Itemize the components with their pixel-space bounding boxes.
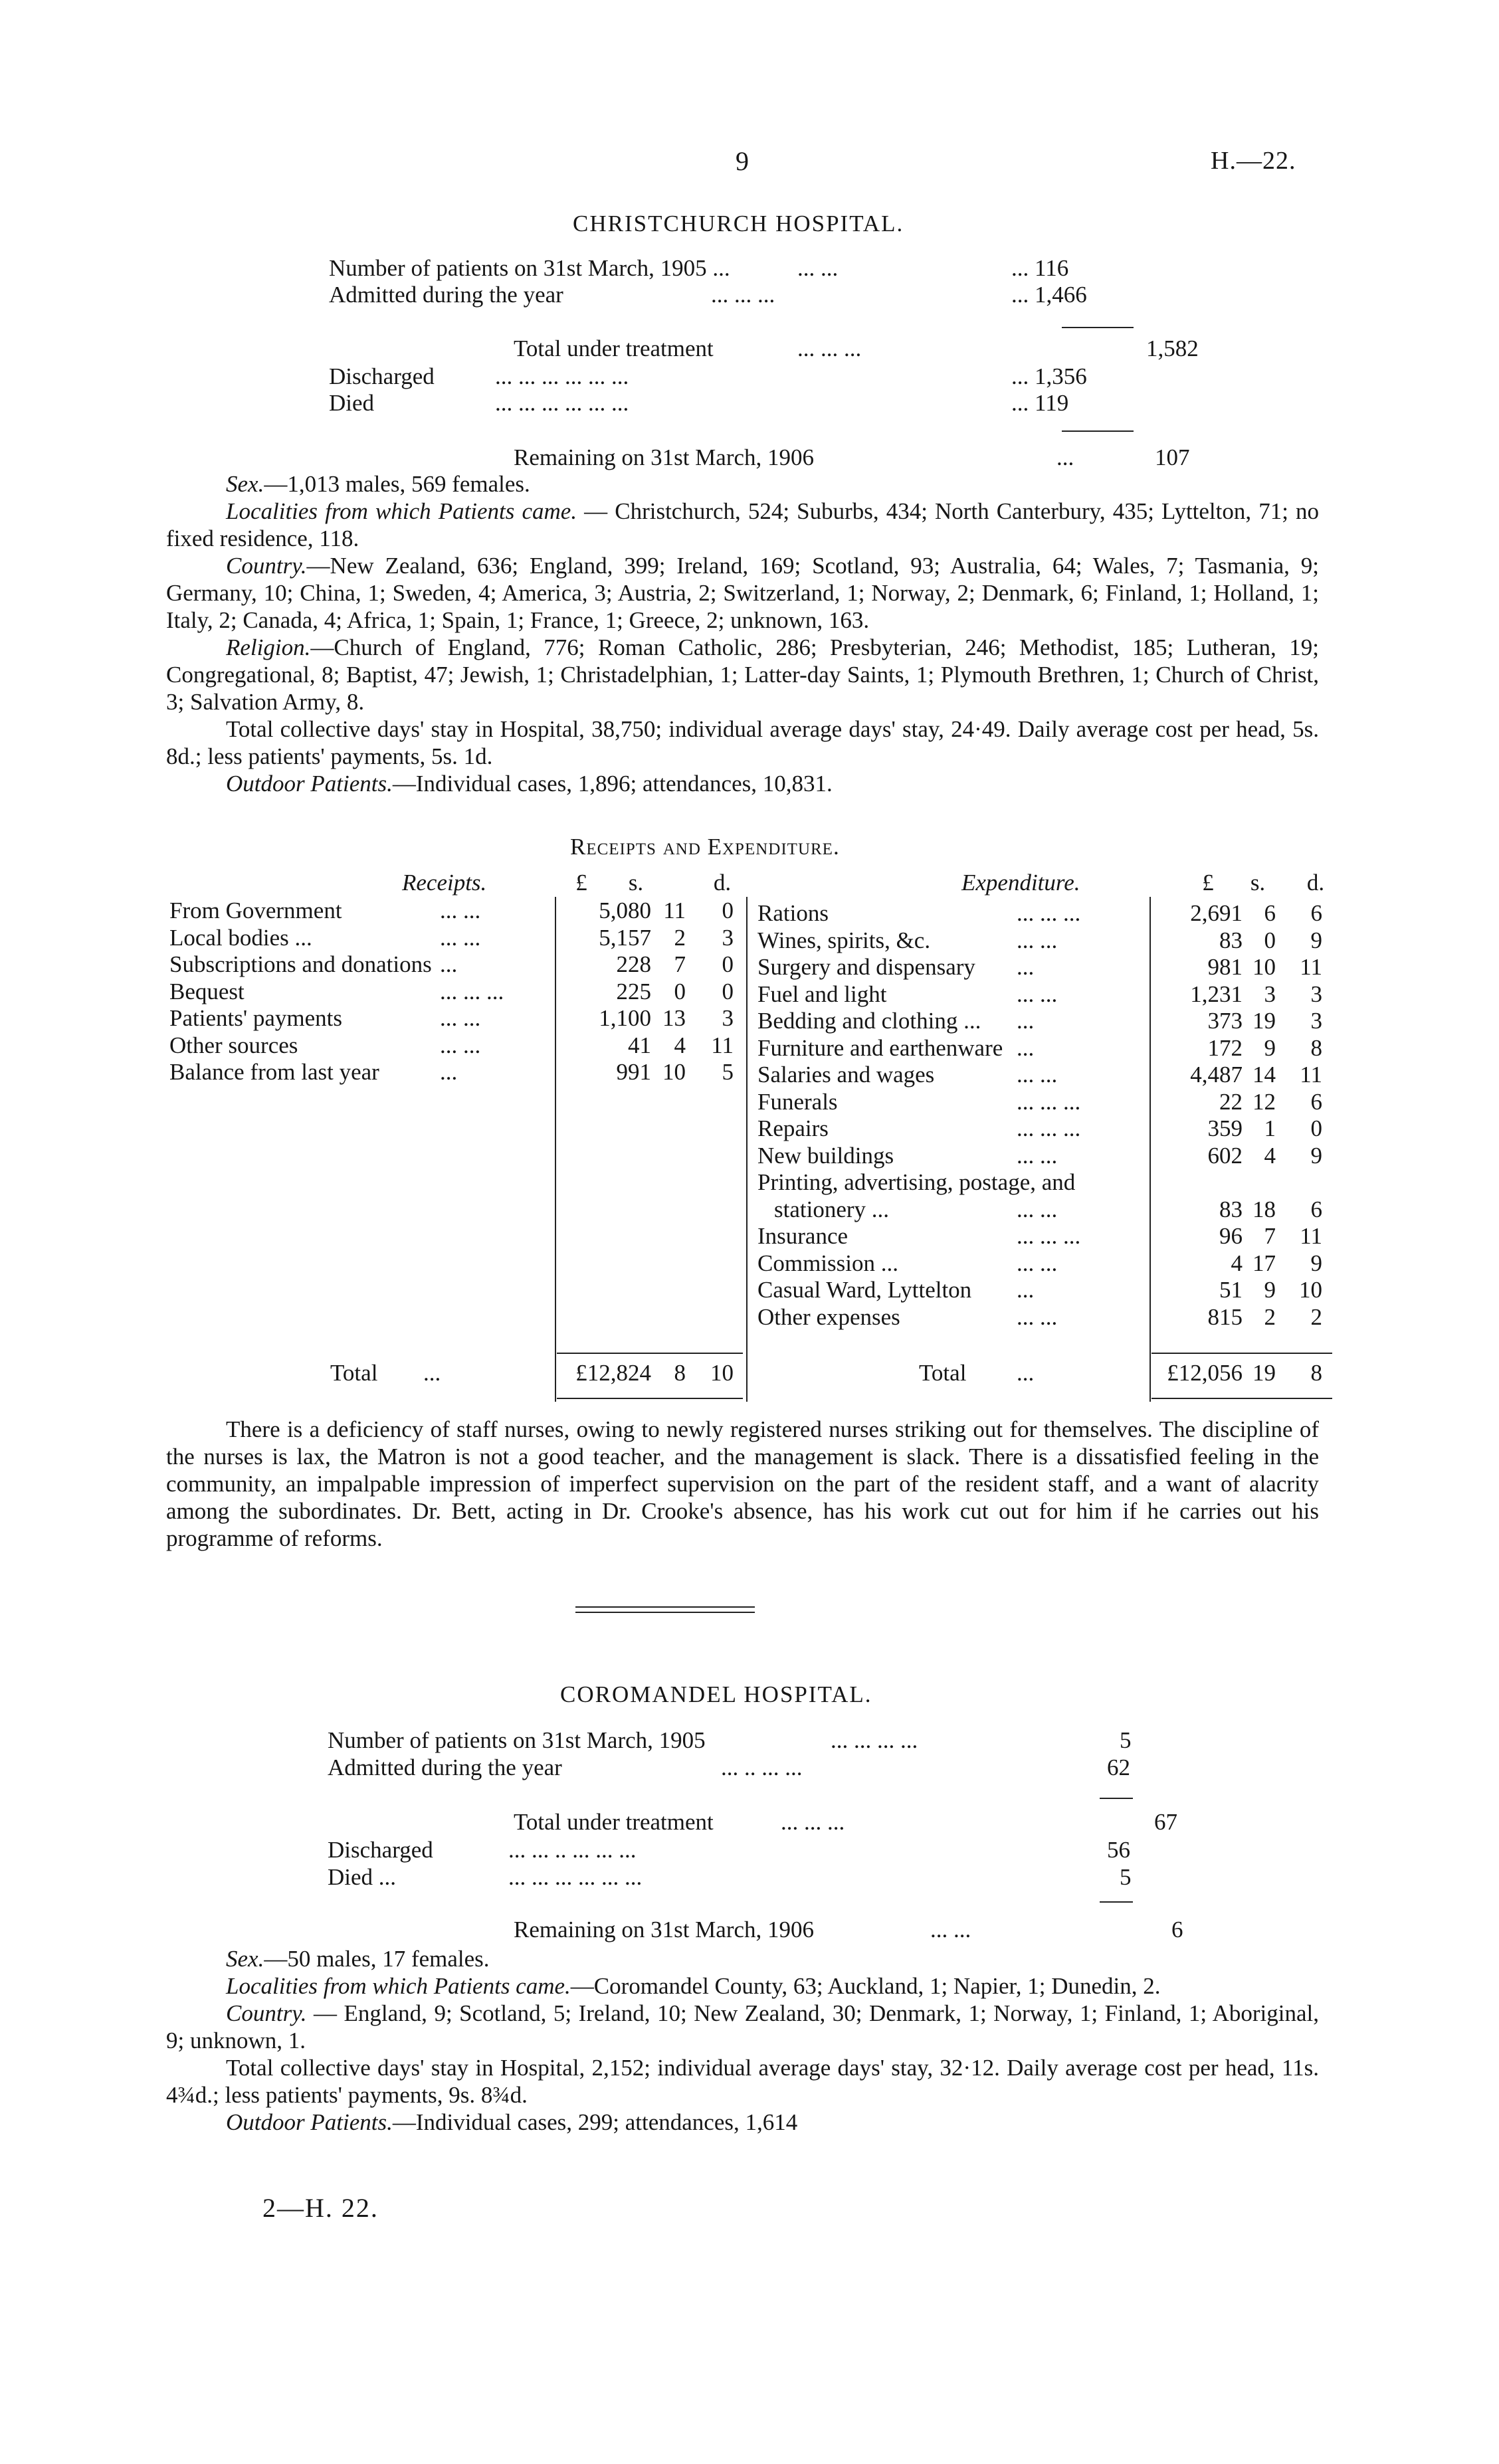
expenditure-shillings: 12 bbox=[1252, 1088, 1276, 1115]
expenditure-pence: 2 bbox=[1310, 1303, 1322, 1330]
expenditure-pence: 9 bbox=[1310, 1250, 1322, 1276]
expenditure-shillings: 10 bbox=[1252, 954, 1276, 980]
expenditure-pounds: 96 bbox=[1219, 1223, 1243, 1249]
expenditure-row bbox=[0, 953, 1499, 981]
page-number: 9 bbox=[736, 146, 749, 176]
expenditure-pence: 10 bbox=[1299, 1277, 1322, 1303]
stat-row bbox=[0, 363, 1499, 390]
expenditure-pounds: 981 bbox=[1207, 954, 1243, 980]
stat-row bbox=[0, 1808, 1499, 1836]
stay-paragraph bbox=[166, 715, 1319, 770]
expenditure-shillings: 0 bbox=[1264, 927, 1276, 953]
expenditure-label: stationery ... bbox=[774, 1196, 890, 1222]
expenditure-pounds: 373 bbox=[1207, 1008, 1243, 1034]
receipt-pounds: 5,157 bbox=[599, 924, 651, 951]
stat-value: ... 119 bbox=[1011, 390, 1069, 416]
stat-row bbox=[0, 1836, 1499, 1863]
expenditure-dots: ... ... bbox=[1017, 1142, 1058, 1169]
total-pounds: £12,056 bbox=[1167, 1360, 1243, 1386]
stat-value: 5 bbox=[1120, 1727, 1132, 1753]
expenditure-shillings: 7 bbox=[1264, 1223, 1276, 1249]
expenditure-dots: ... bbox=[1017, 1008, 1035, 1034]
stat-label: Total under treatment bbox=[514, 1809, 714, 1835]
stat-dots: ... ... bbox=[797, 255, 839, 281]
expenditure-pounds: 359 bbox=[1207, 1115, 1243, 1141]
expenditure-row bbox=[0, 1088, 1499, 1115]
expenditure-pence: 9 bbox=[1310, 927, 1322, 953]
sum-rule bbox=[1100, 1901, 1133, 1903]
expenditure-dots: ... ... bbox=[1017, 981, 1058, 1007]
stat-dots: ... ... ... ... ... ... bbox=[495, 363, 629, 389]
religion-label: Religion. bbox=[226, 634, 311, 660]
total-rule bbox=[557, 1398, 743, 1399]
receipt-shillings: 2 bbox=[674, 924, 686, 951]
expenditure-pounds: 2,691 bbox=[1190, 900, 1243, 926]
expenditure-label: Bedding and clothing ... bbox=[757, 1008, 981, 1034]
christchurch-details bbox=[166, 470, 1319, 797]
stat-value: 67 bbox=[1154, 1809, 1177, 1835]
expenditure-pence-header: d. bbox=[1306, 870, 1325, 896]
outdoor-label: Outdoor Patients. bbox=[226, 2109, 393, 2135]
stat-label: Remaining on 31st March, 1906 bbox=[514, 444, 815, 470]
expenditure-dots: ... ... bbox=[1017, 1062, 1058, 1088]
stat-label: Admitted during the year bbox=[329, 282, 563, 308]
stat-value: ... 1,356 bbox=[1011, 363, 1087, 389]
receipt-dots: ... ... bbox=[440, 898, 481, 923]
expenditure-shillings: 6 bbox=[1264, 900, 1276, 926]
expenditure-label: Other expenses bbox=[757, 1303, 900, 1330]
stat-dots: ... ... ... ... bbox=[831, 1727, 918, 1753]
expenditure-pence: 3 bbox=[1310, 981, 1322, 1007]
stat-label: Admitted during the year bbox=[328, 1754, 562, 1780]
receipt-pence: 5 bbox=[722, 1059, 734, 1085]
expenditure-pounds: 815 bbox=[1207, 1303, 1243, 1330]
expenditure-pounds: 1,231 bbox=[1190, 981, 1243, 1007]
stat-row bbox=[0, 389, 1499, 417]
receipt-pounds: 1,100 bbox=[599, 1005, 651, 1031]
stat-label: Discharged bbox=[329, 363, 435, 389]
receipt-shillings: 13 bbox=[662, 1005, 686, 1031]
expenditure-row bbox=[0, 1007, 1499, 1034]
expenditure-label: Salaries and wages bbox=[757, 1062, 935, 1088]
sex-paragraph bbox=[166, 1945, 1319, 1972]
expenditure-pounds: 602 bbox=[1207, 1142, 1243, 1169]
receipt-dots: ... ... bbox=[440, 1032, 481, 1058]
expenditure-dots: ... ... ... bbox=[1017, 1223, 1081, 1249]
stat-label: Number of patients on 31st March, 1905 bbox=[328, 1727, 706, 1753]
stat-row bbox=[0, 281, 1499, 308]
expenditure-pounds: 172 bbox=[1207, 1034, 1243, 1061]
remarks-text: There is a deficiency of staff nurses, owing to newly registered nurses striking out for themselves. The discipline of the nurses is lax, the Matron is not a good teacher, and the management is slack. There is a dissatisfied feeling in the community, an impalpable impression of imperfect supervision on the part of the resident staff, and a want of alacrity among the subordinates. Dr. Bett, acting in Dr. Crooke's absence, has his work cut out for him if he carries out his programme of reforms. bbox=[166, 1416, 1319, 1551]
expenditure-pounds: 83 bbox=[1219, 927, 1243, 953]
stay-paragraph bbox=[166, 2054, 1319, 2109]
receipt-label: Bequest bbox=[169, 978, 245, 1004]
expenditure-label: Rations bbox=[757, 900, 829, 926]
stat-value: ... 116 bbox=[1011, 255, 1069, 281]
expenditure-row bbox=[0, 1115, 1499, 1142]
localities-paragraph bbox=[166, 498, 1319, 552]
expenditure-dots: ... ... bbox=[1017, 1250, 1058, 1276]
expenditure-pence: 6 bbox=[1310, 1196, 1322, 1222]
expenditure-shillings: 19 bbox=[1252, 1008, 1276, 1034]
expenditure-pence: 6 bbox=[1310, 900, 1322, 926]
total-dots: ... bbox=[1017, 1360, 1035, 1386]
receipt-pence: 0 bbox=[722, 978, 734, 1004]
sex-text: —50 males, 17 females. bbox=[264, 1946, 490, 1972]
stat-dots: ... ... .. ... ... ... bbox=[508, 1837, 637, 1863]
receipt-label: Balance from last year bbox=[169, 1059, 379, 1085]
stat-dots: ... ... ... bbox=[711, 282, 775, 308]
expenditure-label: Surgery and dispensary bbox=[757, 954, 975, 980]
total-label: Total bbox=[919, 1360, 967, 1386]
stat-label: Total under treatment bbox=[514, 335, 714, 361]
expenditure-pence: 3 bbox=[1310, 1008, 1322, 1034]
stat-value: 1,582 bbox=[1146, 335, 1199, 361]
expenditure-label: Repairs bbox=[757, 1115, 829, 1141]
localities-label: Localities from which Patients came. bbox=[226, 1973, 571, 1999]
sex-text: —1,013 males, 569 females. bbox=[264, 471, 530, 497]
stat-value: 56 bbox=[1107, 1837, 1130, 1863]
expenditure-row bbox=[0, 1250, 1499, 1277]
receipt-pence: 3 bbox=[722, 1005, 734, 1031]
expenditure-total-row bbox=[0, 1359, 1499, 1386]
total-rule bbox=[557, 1353, 743, 1354]
expenditure-label: Insurance bbox=[757, 1223, 849, 1249]
expenditure-pence: 9 bbox=[1310, 1142, 1322, 1169]
sum-rule bbox=[1062, 430, 1134, 432]
country-label: Country. bbox=[226, 553, 307, 579]
sum-rule bbox=[1062, 327, 1134, 328]
stat-dots: ... .. ... ... bbox=[721, 1754, 803, 1780]
expenditure-row bbox=[0, 1276, 1499, 1303]
receipt-shillings: 7 bbox=[674, 951, 686, 977]
receipt-dots: ... ... bbox=[440, 924, 481, 951]
expenditure-row bbox=[0, 1061, 1499, 1088]
expenditure-dots: ... ... ... bbox=[1017, 1115, 1081, 1141]
outdoor-label: Outdoor Patients. bbox=[226, 771, 393, 797]
country-paragraph bbox=[166, 552, 1319, 634]
expenditure-pence: 11 bbox=[1300, 1062, 1322, 1088]
expenditure-pence: 6 bbox=[1310, 1088, 1322, 1115]
total-pence: 8 bbox=[1310, 1360, 1322, 1386]
receipt-pence: 0 bbox=[722, 951, 734, 977]
expenditure-shillings: 4 bbox=[1264, 1142, 1276, 1169]
receipt-pence: 0 bbox=[722, 898, 734, 923]
expenditure-shillings: 9 bbox=[1264, 1034, 1276, 1061]
localities-text: — Christchurch, 524; Suburbs, 434; North Canterbury, 435; Lyttelton, 71; no fixed residence, 118. bbox=[166, 498, 1319, 551]
section-divider bbox=[575, 1612, 755, 1613]
expenditure-label: Wines, spirits, &c. bbox=[757, 927, 931, 953]
total-shillings: 19 bbox=[1252, 1360, 1276, 1386]
expenditure-shillings: 14 bbox=[1252, 1062, 1276, 1088]
stat-dots: ... ... ... ... ... ... bbox=[495, 390, 629, 416]
stat-label: Died ... bbox=[328, 1864, 397, 1890]
total-shillings: 8 bbox=[674, 1360, 686, 1386]
expenditure-dots: ... bbox=[1017, 1277, 1035, 1303]
stat-row bbox=[0, 254, 1499, 282]
total-pence: 10 bbox=[710, 1360, 734, 1386]
expenditure-dots: ... ... bbox=[1017, 927, 1058, 953]
expenditure-dots: ... ... ... bbox=[1017, 1088, 1081, 1115]
expenditure-row bbox=[0, 900, 1499, 927]
expenditure-row bbox=[0, 1142, 1499, 1169]
stat-dots: ... ... ... bbox=[797, 335, 862, 361]
religion-paragraph bbox=[166, 634, 1319, 715]
stay-text: Total collective days' stay in Hospital, 38,750; individual average days' stay, 24·49. Daily average cost per head, 5s. 8d.; less patients' payments, 5s. 1d. bbox=[166, 716, 1319, 769]
signature-mark: 2—H. 22. bbox=[262, 2193, 379, 2223]
expenditure-label: Funerals bbox=[757, 1088, 838, 1115]
sex-label: Sex. bbox=[226, 471, 264, 497]
stat-dots: ... bbox=[1056, 444, 1074, 470]
stat-row bbox=[0, 444, 1499, 471]
expenditure-label: Printing, advertising, postage, and bbox=[757, 1169, 1076, 1195]
expenditure-shillings: 2 bbox=[1264, 1303, 1276, 1330]
christchurch-remarks bbox=[166, 1416, 1319, 1552]
outdoor-text: —Individual cases, 1,896; attendances, 10,831. bbox=[392, 771, 833, 797]
localities-paragraph bbox=[166, 1972, 1319, 2000]
total-dots: ... bbox=[423, 1360, 441, 1386]
receipt-pence: 11 bbox=[711, 1032, 734, 1058]
expenditure-pence: 0 bbox=[1310, 1115, 1322, 1141]
sex-paragraph bbox=[166, 470, 1319, 498]
religion-text: —Church of England, 776; Roman Catholic, 286; Presbyterian, 246; Methodist, 185; Lutheran, 19; Congregational, 8; Baptist, 47; Jewish, 1; Christadelphian, 1; Latter-day Saints, 1; Plymouth Brethren, 1; Church of Christ, 3; Salvation Army, 8. bbox=[166, 634, 1319, 715]
stat-row bbox=[0, 1754, 1499, 1781]
expenditure-pounds: 83 bbox=[1219, 1196, 1243, 1222]
receipt-dots: ... bbox=[440, 951, 458, 977]
expenditure-pence: 11 bbox=[1300, 954, 1322, 980]
coromandel-details bbox=[166, 1945, 1319, 2136]
receipt-label: Other sources bbox=[169, 1032, 298, 1058]
receipt-pounds: 225 bbox=[616, 978, 651, 1004]
expenditure-shillings: 18 bbox=[1252, 1196, 1276, 1222]
receipts-shillings-header: s. bbox=[628, 870, 644, 896]
receipt-shillings: 4 bbox=[674, 1032, 686, 1058]
receipt-label: Local bodies ... bbox=[169, 924, 312, 951]
receipts-header: Receipts. bbox=[402, 870, 487, 896]
stat-row bbox=[0, 1863, 1499, 1891]
country-label: Country. bbox=[226, 2000, 307, 2026]
stat-value: ... 1,466 bbox=[1011, 282, 1087, 308]
expenditure-header: Expenditure. bbox=[961, 870, 1080, 896]
expenditure-pounds: 4 bbox=[1231, 1250, 1243, 1276]
stat-label: Number of patients on 31st March, 1905 ... bbox=[329, 255, 730, 281]
stat-value: 62 bbox=[1107, 1754, 1130, 1780]
receipt-pounds: 5,080 bbox=[599, 898, 651, 923]
expenditure-pence: 8 bbox=[1310, 1034, 1322, 1061]
receipt-label: From Government bbox=[169, 898, 342, 923]
expenditure-dots: ... ... bbox=[1017, 1196, 1058, 1222]
expenditure-pence: 11 bbox=[1300, 1223, 1322, 1249]
stat-label: Remaining on 31st March, 1906 bbox=[514, 1917, 815, 1943]
stat-dots: ... ... ... ... ... ... bbox=[508, 1864, 643, 1890]
total-label: Total bbox=[330, 1360, 378, 1386]
receipt-shillings: 10 bbox=[662, 1059, 686, 1085]
outdoor-paragraph bbox=[166, 2109, 1319, 2136]
country-paragraph bbox=[166, 2000, 1319, 2054]
sum-rule bbox=[1100, 1798, 1133, 1799]
expenditure-pounds-header: £ bbox=[1202, 870, 1214, 896]
receipt-label: Subscriptions and donations bbox=[169, 951, 432, 977]
outdoor-paragraph bbox=[166, 770, 1319, 797]
receipt-pounds: 228 bbox=[616, 951, 651, 977]
localities-text: —Coromandel County, 63; Auckland, 1; Napier, 1; Dunedin, 2. bbox=[570, 1973, 1161, 1999]
total-pounds: £12,824 bbox=[575, 1360, 651, 1386]
expenditure-label: Commission ... bbox=[757, 1250, 898, 1276]
expenditure-row bbox=[0, 981, 1499, 1008]
total-rule bbox=[1151, 1398, 1332, 1399]
receipt-shillings: 0 bbox=[674, 978, 686, 1004]
stat-row bbox=[0, 1727, 1499, 1754]
stat-dots: ... ... ... bbox=[781, 1809, 845, 1835]
expenditure-pounds: 51 bbox=[1219, 1277, 1243, 1303]
expenditure-label: Fuel and light bbox=[757, 981, 887, 1007]
stat-label: Died bbox=[329, 390, 375, 416]
localities-label: Localities from which Patients came. bbox=[226, 498, 577, 524]
expenditure-label: New buildings bbox=[757, 1142, 894, 1169]
expenditure-shillings-header: s. bbox=[1250, 870, 1266, 896]
receipt-pounds: 991 bbox=[616, 1059, 651, 1085]
document-reference: H.—22. bbox=[1211, 147, 1296, 175]
expenditure-row bbox=[0, 1169, 1499, 1196]
expenditure-dots: ... bbox=[1017, 954, 1035, 980]
expenditure-shillings: 17 bbox=[1252, 1250, 1276, 1276]
accounts-title: Receipts and Expenditure. bbox=[570, 834, 840, 860]
expenditure-row bbox=[0, 1034, 1499, 1062]
total-rule bbox=[1151, 1353, 1332, 1354]
receipt-dots: ... bbox=[440, 1059, 458, 1085]
stat-label: Discharged bbox=[328, 1837, 433, 1863]
expenditure-row bbox=[0, 927, 1499, 954]
stat-dots: ... ... bbox=[930, 1917, 971, 1943]
expenditure-label: Casual Ward, Lyttelton bbox=[757, 1277, 972, 1303]
outdoor-text: —Individual cases, 299; attendances, 1,614 bbox=[392, 2109, 798, 2135]
receipt-pounds: 41 bbox=[628, 1032, 651, 1058]
receipt-dots: ... ... ... bbox=[440, 978, 504, 1004]
receipt-shillings: 11 bbox=[663, 898, 686, 923]
receipt-label: Patients' payments bbox=[169, 1005, 343, 1031]
stat-value: 6 bbox=[1171, 1917, 1183, 1943]
expenditure-shillings: 9 bbox=[1264, 1277, 1276, 1303]
receipts-pounds-header: £ bbox=[575, 870, 587, 896]
sex-label: Sex. bbox=[226, 1946, 264, 1972]
expenditure-shillings: 3 bbox=[1264, 981, 1276, 1007]
country-text: — England, 9; Scotland, 5; Ireland, 10; New Zealand, 30; Denmark, 1; Norway, 1; Finland, 1; Aboriginal, 9; unknown, 1. bbox=[166, 2000, 1319, 2053]
expenditure-shillings: 1 bbox=[1264, 1115, 1276, 1141]
expenditure-dots: ... ... bbox=[1017, 1303, 1058, 1330]
expenditure-pounds: 4,487 bbox=[1190, 1062, 1243, 1088]
section-divider bbox=[575, 1606, 755, 1608]
expenditure-pounds: 22 bbox=[1219, 1088, 1243, 1115]
receipt-pence: 3 bbox=[722, 924, 734, 951]
stat-value: 107 bbox=[1155, 444, 1190, 470]
expenditure-row bbox=[0, 1303, 1499, 1331]
stat-row bbox=[0, 335, 1499, 362]
expenditure-label: Furniture and earthenware bbox=[757, 1034, 1003, 1061]
coromandel-title: COROMANDEL HOSPITAL. bbox=[560, 1681, 872, 1707]
expenditure-dots: ... bbox=[1017, 1034, 1035, 1061]
expenditure-dots: ... ... ... bbox=[1017, 900, 1081, 926]
stat-value: 5 bbox=[1120, 1864, 1132, 1890]
expenditure-row bbox=[0, 1196, 1499, 1223]
stat-row bbox=[0, 1916, 1499, 1943]
country-text: —New Zealand, 636; England, 399; Ireland, 169; Scotland, 93; Australia, 64; Wales, 7; Tasmania, 9; Germany, 10; China, 1; Sweden, 4; America, 3; Austria, 2; Switzerland, 1; Norway, 2; Denmark, 6; Finland, 1; Holland, 1; Italy, 2; Canada, 4; Africa, 1; Spain, 1; France, 1; Greece, 2; unknown, 163. bbox=[166, 553, 1319, 633]
stay-text: Total collective days' stay in Hospital, 2,152; individual average days' stay, 32·12. Daily average cost per head, 11s. 4¾d.; less patients' payments, 9s. 8¾d. bbox=[166, 2055, 1319, 2108]
receipts-pence-header: d. bbox=[713, 870, 732, 896]
receipt-dots: ... ... bbox=[440, 1005, 481, 1031]
expenditure-row bbox=[0, 1222, 1499, 1250]
christchurch-title: CHRISTCHURCH HOSPITAL. bbox=[573, 211, 904, 237]
